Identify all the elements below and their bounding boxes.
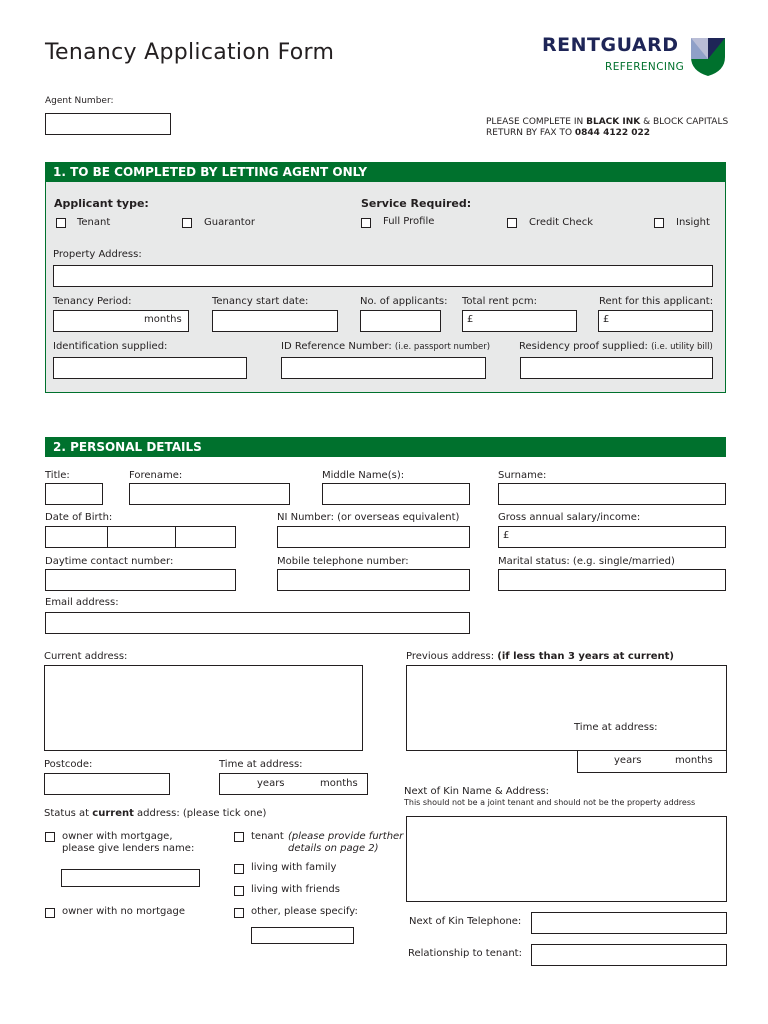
guarantor-label: Guarantor <box>204 217 255 228</box>
forename-input[interactable] <box>129 483 290 505</box>
residency-proof-label: Residency proof supplied: (i.e. utility bill) <box>519 341 713 352</box>
service-required-label: Service Required: <box>361 197 472 210</box>
other-status-input[interactable] <box>251 927 354 944</box>
nok-telephone-label: Next of Kin Telephone: <box>409 916 522 927</box>
id-supplied-input[interactable] <box>53 357 247 379</box>
ni-number-label: NI Number: (or overseas equivalent) <box>277 512 460 523</box>
total-rent-label: Total rent pcm: <box>462 296 537 307</box>
instructions-line1: PLEASE COMPLETE IN BLACK INK & BLOCK CAPITALS <box>486 117 729 127</box>
living-friends-label: living with friends <box>251 884 340 895</box>
id-reference-label: ID Reference Number: (i.e. passport number) <box>281 341 491 352</box>
current-address-input[interactable] <box>44 665 363 751</box>
start-date-label: Tenancy start date: <box>212 296 309 307</box>
salary-currency: £ <box>503 530 510 541</box>
owner-mortgage-checkbox[interactable] <box>45 832 55 842</box>
dob-month-input[interactable] <box>107 526 176 548</box>
nok-telephone-input[interactable] <box>531 912 727 934</box>
surname-label: Surname: <box>498 470 547 481</box>
forename-label: Forename: <box>129 470 183 481</box>
tenancy-period-label: Tenancy Period: <box>53 296 132 307</box>
agent-number-input[interactable] <box>45 113 171 135</box>
tenancy-months-unit: months <box>144 314 182 325</box>
property-address-label: Property Address: <box>53 249 142 260</box>
middle-name-label: Middle Name(s): <box>322 470 405 481</box>
brand-sub-text: REFERENCING <box>605 61 685 73</box>
email-input[interactable] <box>45 612 470 634</box>
previous-years-unit: years <box>614 755 642 766</box>
daytime-phone-label: Daytime contact number: <box>45 556 174 567</box>
agent-number-label: Agent Number: <box>45 96 114 106</box>
tenant-label: Tenant <box>77 217 111 228</box>
living-family-label: living with family <box>251 862 337 873</box>
marital-status-label: Marital status: (e.g. single/married) <box>498 556 675 567</box>
current-address-label: Current address: <box>44 651 128 662</box>
postcode-label: Postcode: <box>44 759 93 770</box>
owner-no-mortgage-checkbox[interactable] <box>45 908 55 918</box>
tenant-status-note-2: details on page 2) <box>288 843 379 854</box>
instructions-line2: RETURN BY FAX TO 0844 4122 022 <box>486 128 651 138</box>
residency-proof-input[interactable] <box>520 357 713 379</box>
brand-logo-text: RENTGUARD <box>542 34 679 56</box>
total-rent-input[interactable] <box>462 310 577 332</box>
previous-time-at-address-label: Time at address: <box>574 722 658 733</box>
other-status-label: other, please specify: <box>251 906 358 917</box>
rent-applicant-input[interactable] <box>598 310 713 332</box>
page-title: Tenancy Application Form <box>45 40 335 65</box>
id-supplied-label: Identification supplied: <box>53 341 168 352</box>
current-years-unit: years <box>257 778 285 789</box>
current-time-at-address-label: Time at address: <box>219 759 303 770</box>
guarantor-checkbox[interactable] <box>182 218 192 228</box>
title-label: Title: <box>45 470 70 481</box>
living-family-checkbox[interactable] <box>234 864 244 874</box>
insight-checkbox[interactable] <box>654 218 664 228</box>
salary-input[interactable] <box>498 526 726 548</box>
tenant-status-checkbox[interactable] <box>234 832 244 842</box>
relationship-input[interactable] <box>531 944 727 966</box>
rent-applicant-label: Rent for this applicant: <box>599 296 714 307</box>
postcode-input[interactable] <box>44 773 170 795</box>
mobile-phone-input[interactable] <box>277 569 470 591</box>
total-rent-currency: £ <box>467 314 474 325</box>
tenant-status-note-1: (please provide further <box>288 831 404 842</box>
dob-label: Date of Birth: <box>45 512 113 523</box>
shield-logo-icon <box>690 37 726 77</box>
salary-label: Gross annual salary/income: <box>498 512 641 523</box>
credit-check-label: Credit Check <box>529 217 594 228</box>
previous-address-label: Previous address: (if less than 3 years at current) <box>406 651 674 662</box>
full-profile-label: Full Profile <box>383 216 435 227</box>
surname-input[interactable] <box>498 483 726 505</box>
previous-months-unit: months <box>675 755 713 766</box>
credit-check-checkbox[interactable] <box>507 218 517 228</box>
dob-year-input[interactable] <box>175 526 236 548</box>
section2-heading: 2. PERSONAL DETAILS <box>45 437 726 457</box>
other-status-checkbox[interactable] <box>234 908 244 918</box>
next-of-kin-note: This should not be a joint tenant and should not be the property address <box>404 798 696 807</box>
owner-no-mortgage-label: owner with no mortgage <box>62 906 185 917</box>
marital-status-input[interactable] <box>498 569 726 591</box>
owner-mortgage-label-2: please give lenders name: <box>62 843 195 854</box>
tenant-status-label: tenant <box>251 831 284 842</box>
mobile-phone-label: Mobile telephone number: <box>277 556 409 567</box>
middle-name-input[interactable] <box>322 483 470 505</box>
lender-name-input[interactable] <box>61 869 200 887</box>
tenant-checkbox[interactable] <box>56 218 66 228</box>
section1-heading: 1. TO BE COMPLETED BY LETTING AGENT ONLY <box>45 162 726 182</box>
property-address-input[interactable] <box>53 265 713 287</box>
applicant-type-label: Applicant type: <box>54 197 149 210</box>
email-label: Email address: <box>45 597 119 608</box>
insight-label: Insight <box>676 217 710 228</box>
current-status-label: Status at current address: (please tick one) <box>44 808 267 819</box>
relationship-label: Relationship to tenant: <box>408 948 522 959</box>
next-of-kin-address-input[interactable] <box>406 816 727 902</box>
living-friends-checkbox[interactable] <box>234 886 244 896</box>
dob-day-input[interactable] <box>45 526 108 548</box>
id-reference-input[interactable] <box>281 357 486 379</box>
owner-mortgage-label-1: owner with mortgage, <box>62 831 173 842</box>
current-months-unit: months <box>320 778 358 789</box>
num-applicants-label: No. of applicants: <box>360 296 448 307</box>
previous-address-input[interactable] <box>406 665 727 751</box>
rent-applicant-currency: £ <box>603 314 610 325</box>
daytime-phone-input[interactable] <box>45 569 236 591</box>
title-input[interactable] <box>45 483 103 505</box>
ni-number-input[interactable] <box>277 526 470 548</box>
next-of-kin-label: Next of Kin Name & Address: <box>404 786 549 797</box>
full-profile-checkbox[interactable] <box>361 218 371 228</box>
num-applicants-input[interactable] <box>360 310 441 332</box>
start-date-input[interactable] <box>212 310 338 332</box>
